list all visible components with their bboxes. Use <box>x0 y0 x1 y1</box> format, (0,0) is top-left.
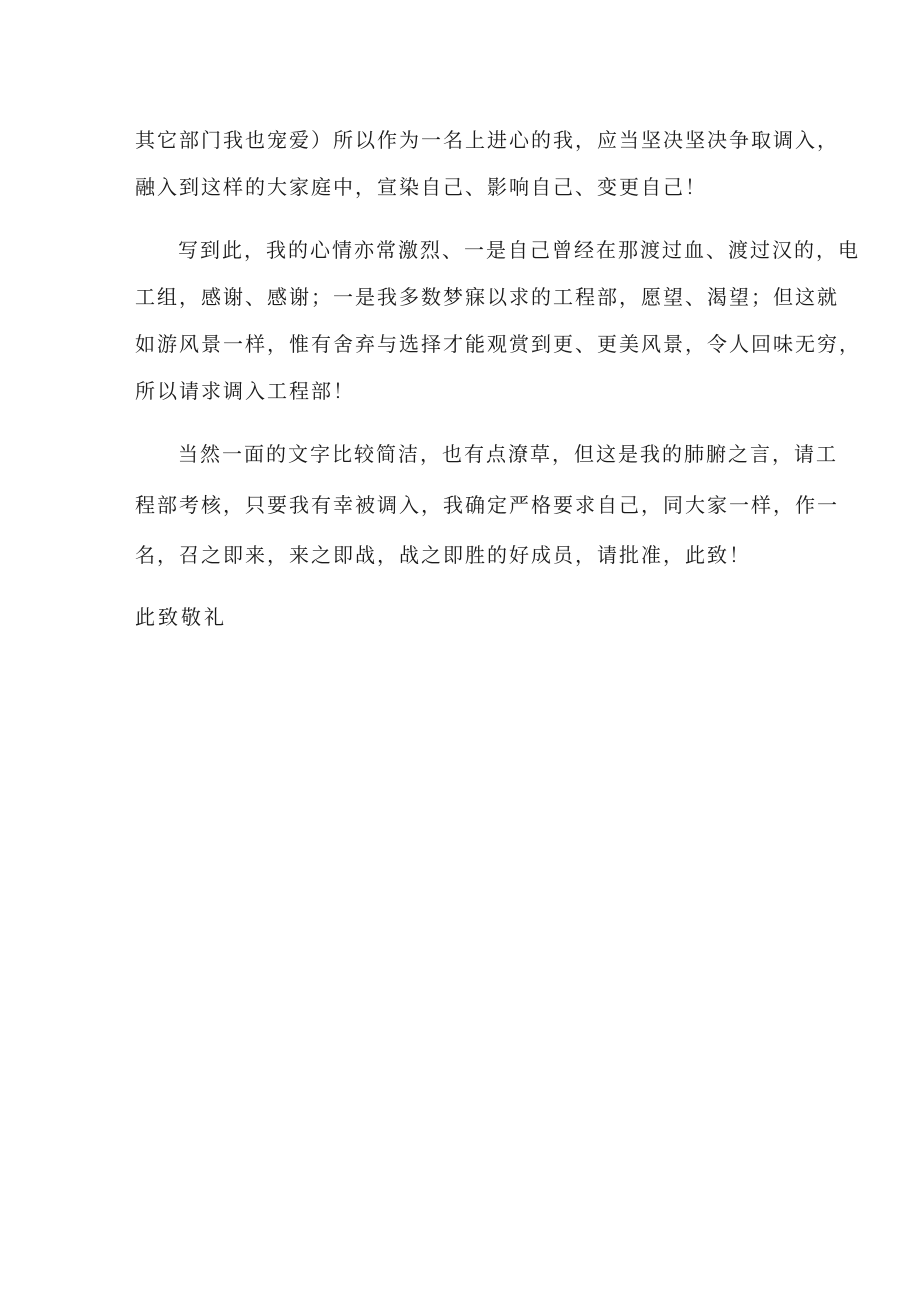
paragraph-2-line-4: 所以请求调入工程部！ <box>135 379 355 403</box>
paragraph-3-line-1: 当然一面的文字比较简洁，也有点潦草，但这是我的肺腑之言，请工 <box>178 442 838 466</box>
paragraph-2-line-3: 如游风景一样，惟有舍弃与选择才能观赏到更、更美风景，令人回味无穷， <box>135 332 861 356</box>
paragraph-3-line-2: 程部考核，只要我有幸被调入，我确定严格要求自己，同大家一样，作一 <box>135 493 839 517</box>
closing-line: 此致敬礼 <box>135 605 227 629</box>
paragraph-2-line-2: 工组，感谢、感谢；一是我多数梦寐以求的工程部，愿望、渴望；但这就 <box>135 285 839 309</box>
paragraph-3-line-3: 名，召之即来，来之即战，战之即胜的好成员，请批准，此致！ <box>135 543 751 567</box>
paragraph-2-line-1: 写到此，我的心情亦常激烈、一是自己曾经在那渡过血、渡过汉的，电 <box>178 238 860 262</box>
paragraph-1-line-2: 融入到这样的大家庭中，宣染自己、影响自己、变更自己！ <box>135 175 707 199</box>
paragraph-1-line-1: 其它部门我也宠爱）所以作为一名上进心的我，应当坚决坚决争取调入， <box>135 128 839 152</box>
